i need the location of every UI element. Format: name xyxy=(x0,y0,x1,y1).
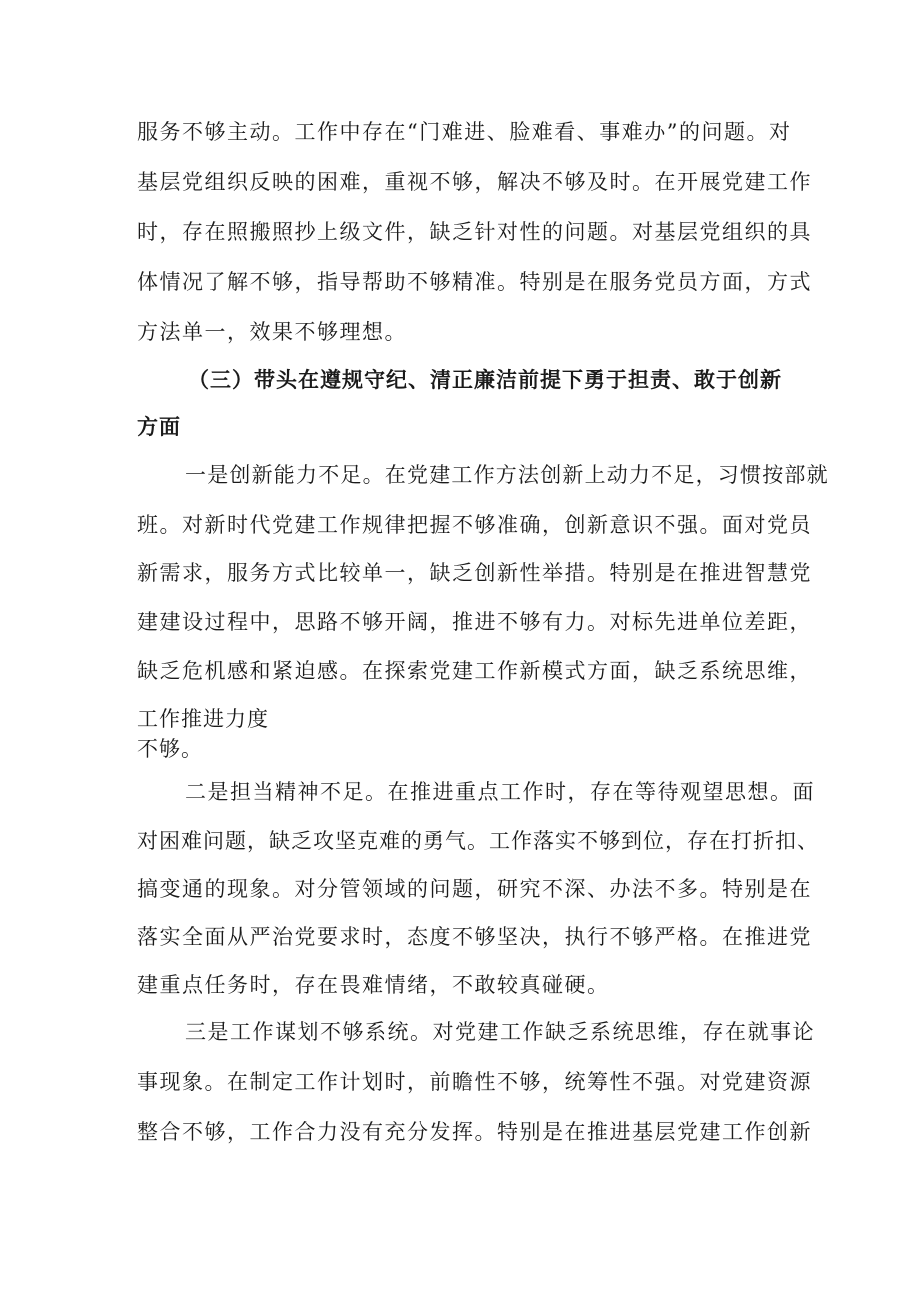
text-line: 服务不够主动。工作中存在“门难进、脸难看、事难办”的问题。对 xyxy=(137,120,792,144)
text-line: 班。对新时代党建工作规律把握不够准确，创新意识不强。面对党员 xyxy=(137,513,812,537)
text-line: 工作推进力度 xyxy=(137,707,269,731)
text-line: 新需求，服务方式比较单一，缺乏创新性举措。特别是在推进智慧党 xyxy=(137,561,812,585)
text-line: 不够。 xyxy=(137,737,203,761)
text-line: 建重点任务时，存在畏难情绪，不敢较真碰硬。 xyxy=(137,973,610,997)
text-line: 二是担当精神不足。在推进重点工作时，存在等待观望思想。面 xyxy=(185,780,815,804)
text-line: 时，存在照搬照抄上级文件，缺乏针对性的问题。对基层党组织的具 xyxy=(137,220,812,244)
text-line: 事现象。在制定工作计划时，前瞻性不够，统筹性不强。对党建资源 xyxy=(137,1070,812,1094)
heading-line: 方面 xyxy=(137,414,181,439)
text-line: 一是创新能力不足。在党建工作方法创新上动力不足，习惯按部就 xyxy=(185,463,829,487)
text-line: 对困难问题，缺乏攻坚克难的勇气。工作落实不够到位，存在打折扣、 xyxy=(137,829,819,853)
text-line: 缺乏危机感和紧迫感。在探索党建工作新模式方面，缺乏系统思维， xyxy=(137,659,812,683)
text-line: 三是工作谋划不够系统。对党建工作缺乏系统思维，存在就事论 xyxy=(185,1020,815,1044)
text-line: 建建设过程中，思路不够开阔，推进不够有力。对标先进单位差距， xyxy=(137,610,812,634)
text-line: 落实全面从严治党要求时，态度不够坚决，执行不够严格。在推进党 xyxy=(137,925,812,949)
text-line: 基层党组织反映的困难，重视不够，解决不够及时。在开展党建工作 xyxy=(137,170,812,194)
text-line: 整合不够，工作合力没有充分发挥。特别是在推进基层党建工作创新 xyxy=(137,1120,812,1144)
text-line: 方法单一，效果不够理想。 xyxy=(137,320,407,344)
text-line: 搞变通的现象。对分管领域的问题，研究不深、办法不多。特别是在 xyxy=(137,877,812,901)
heading-line: （三）带头在遵规守纪、清正廉洁前提下勇于担责、敢于创新 xyxy=(188,367,782,392)
text-line: 体情况了解不够，指导帮助不够精准。特别是在服务党员方面，方式 xyxy=(137,270,812,294)
